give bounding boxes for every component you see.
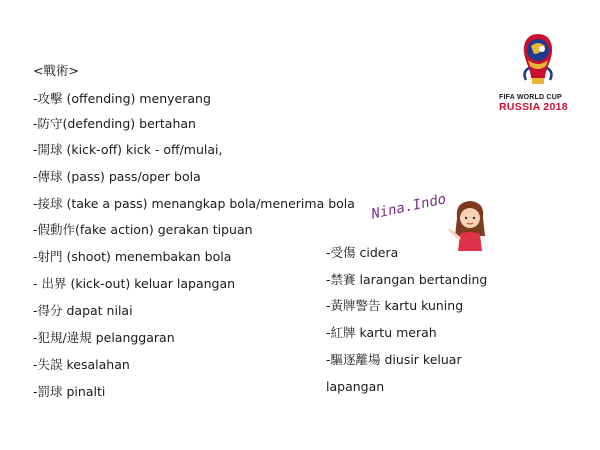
list-item: -射門 (shoot) menembakan bola [33,249,232,264]
list-item: -開球 (kick-off) kick - off/mulai, [33,142,223,157]
section-heading: <戰術> [33,63,79,78]
list-item: -攻擊 (offending) menyerang [33,91,211,106]
cartoon-girl-icon [445,196,495,252]
list-item: -黃牌警告 kartu kuning [326,298,464,313]
list-item: -紅牌 kartu merah [326,325,437,340]
list-item: -得分 dapat nilai [33,303,133,318]
list-item: -犯規/違規 pelanggaran [33,330,175,345]
list-item: -失誤 kesalahan [33,357,130,372]
list-item: -接球 (take a pass) menangkap bola/menerima bola [33,196,355,211]
list-item: -受傷 cidera [326,245,399,260]
list-item: - 出界 (kick-out) keluar lapangan [33,276,236,291]
list-item: -罰球 pinalti [33,384,106,399]
logo-title: FIFA WORLD CUP [499,94,562,101]
list-item: -禁賽 larangan bertanding [326,272,488,287]
logo-subtitle: RUSSIA 2018 [499,101,568,113]
list-item: -驅逐離場 diusir keluar [326,352,462,367]
list-item: -假動作(fake action) gerakan tipuan [33,222,253,237]
list-item: lapangan [326,379,385,394]
signature-text: Nina.Indo [370,191,448,223]
list-item: -傳球 (pass) pass/oper bola [33,169,201,184]
list-item: -防守(defending) bertahan [33,116,196,131]
